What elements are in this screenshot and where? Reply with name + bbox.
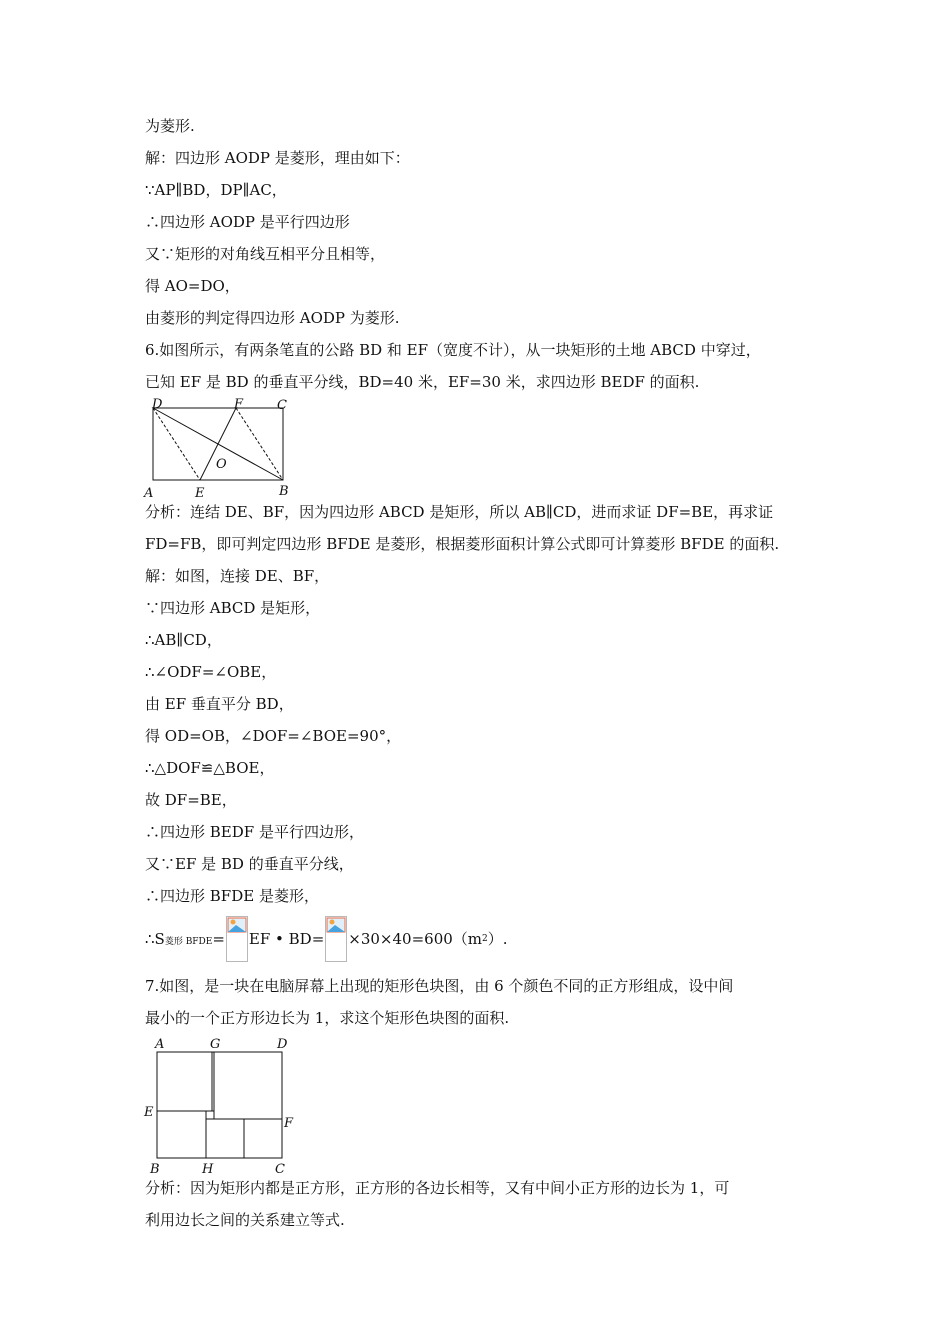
label-d: D (277, 1037, 288, 1052)
outer-rectangle (157, 1052, 282, 1158)
label-o: O (216, 457, 227, 472)
label-b: B (279, 484, 289, 499)
formula-equals: = (212, 930, 225, 948)
text-line: 又∵矩形的对角线互相平分且相等， (145, 245, 386, 263)
question-7-line-2: 最小的一个正方形边长为 1，求这个矩形色块图的面积. (145, 1009, 510, 1027)
formula-subscript: 菱形 BFDE (164, 937, 213, 947)
text-line: 解：四边形 AODP 是菱形，理由如下： (145, 149, 410, 167)
label-g: G (210, 1037, 221, 1052)
label-e: E (195, 486, 205, 501)
text-line: ∴∠ODF=∠OBE， (145, 663, 277, 681)
label-f: F (284, 1116, 294, 1131)
broken-image-icon (226, 916, 248, 962)
text-line: 为菱形. (145, 117, 195, 135)
label-a: A (144, 486, 154, 501)
label-b: B (150, 1162, 160, 1176)
formula-unit-sup: 2 (482, 934, 488, 944)
smallest-square (206, 1111, 214, 1119)
formula-mid: EF • BD= (248, 930, 325, 948)
text-line: 故 DF=BE， (145, 791, 237, 809)
text-line: 解：如图，连接 DE、BF， (145, 567, 330, 585)
label-d: D (152, 397, 163, 412)
text-line: ∴四边形 AODP 是平行四边形 (145, 213, 350, 231)
text-line: 又∵EF 是 BD 的垂直平分线， (145, 855, 354, 873)
figure-color-block-rectangle (140, 1034, 300, 1176)
text-line: ∴△DOF≌△BOE， (145, 759, 275, 777)
segment-de (153, 408, 200, 480)
text-line: 由菱形的判定得四边形 AODP 为菱形. (145, 309, 400, 327)
analysis-7-line-1: 分析：因为矩形内都是正方形，正方形的各边长相等，又有中间小正方形的边长为 1，可 (145, 1179, 730, 1197)
question-6-line-1: 6.如图所示，有两条笔直的公路 BD 和 EF（宽度不计），从一块矩形的土地 ABCD 中穿过， (145, 341, 761, 359)
area-formula (145, 916, 508, 962)
formula-prefix: ∴S (145, 930, 165, 948)
text-line: 得 AO=DO， (145, 277, 240, 295)
label-e: E (144, 1105, 154, 1120)
text-line: ∵AP∥BD，DP∥AC， (145, 181, 287, 199)
analysis-7-line-2: 利用边长之间的关系建立等式. (145, 1211, 345, 1229)
formula-end: ×30×40=600（m (348, 930, 483, 948)
segment-bf (236, 408, 283, 480)
label-c: C (275, 1162, 285, 1176)
label-c: C (277, 398, 287, 413)
text-line: ∵四边形 ABCD 是矩形， (145, 599, 321, 617)
label-h: H (202, 1162, 214, 1176)
broken-image-icon (325, 916, 347, 962)
text-line: ∴四边形 BFDE 是菱形， (145, 887, 319, 905)
question-6-line-2: 已知 EF 是 BD 的垂直平分线，BD=40 米，EF=30 米，求四边形 BEDF 的面积. (145, 373, 700, 391)
figure-rectangle-abcd (140, 396, 300, 504)
text-line: 得 OD=OB，∠DOF=∠BOE=90°， (145, 727, 402, 745)
text-line: 由 EF 垂直平分 BD， (145, 695, 294, 713)
analysis-6-line-2: FD=FB，即可判定四边形 BFDE 是菱形，根据菱形面积计算公式即可计算菱形 BFDE 的面积. (145, 535, 780, 553)
label-a: A (155, 1037, 165, 1052)
text-line: ∴四边形 BEDF 是平行四边形， (145, 823, 364, 841)
analysis-6-line-1: 分析：连结 DE、BF，因为四边形 ABCD 是矩形，所以 AB∥CD，进而求证 DF=BE，再求证 (145, 503, 774, 521)
formula-close: ）. (487, 930, 508, 948)
text-line: ∴AB∥CD， (145, 631, 222, 649)
label-f: F (234, 397, 244, 412)
question-7-line-1: 7.如图，是一块在电脑屏幕上出现的矩形色块图，由 6 个颜色不同的正方形组成，设中间 (145, 977, 734, 995)
